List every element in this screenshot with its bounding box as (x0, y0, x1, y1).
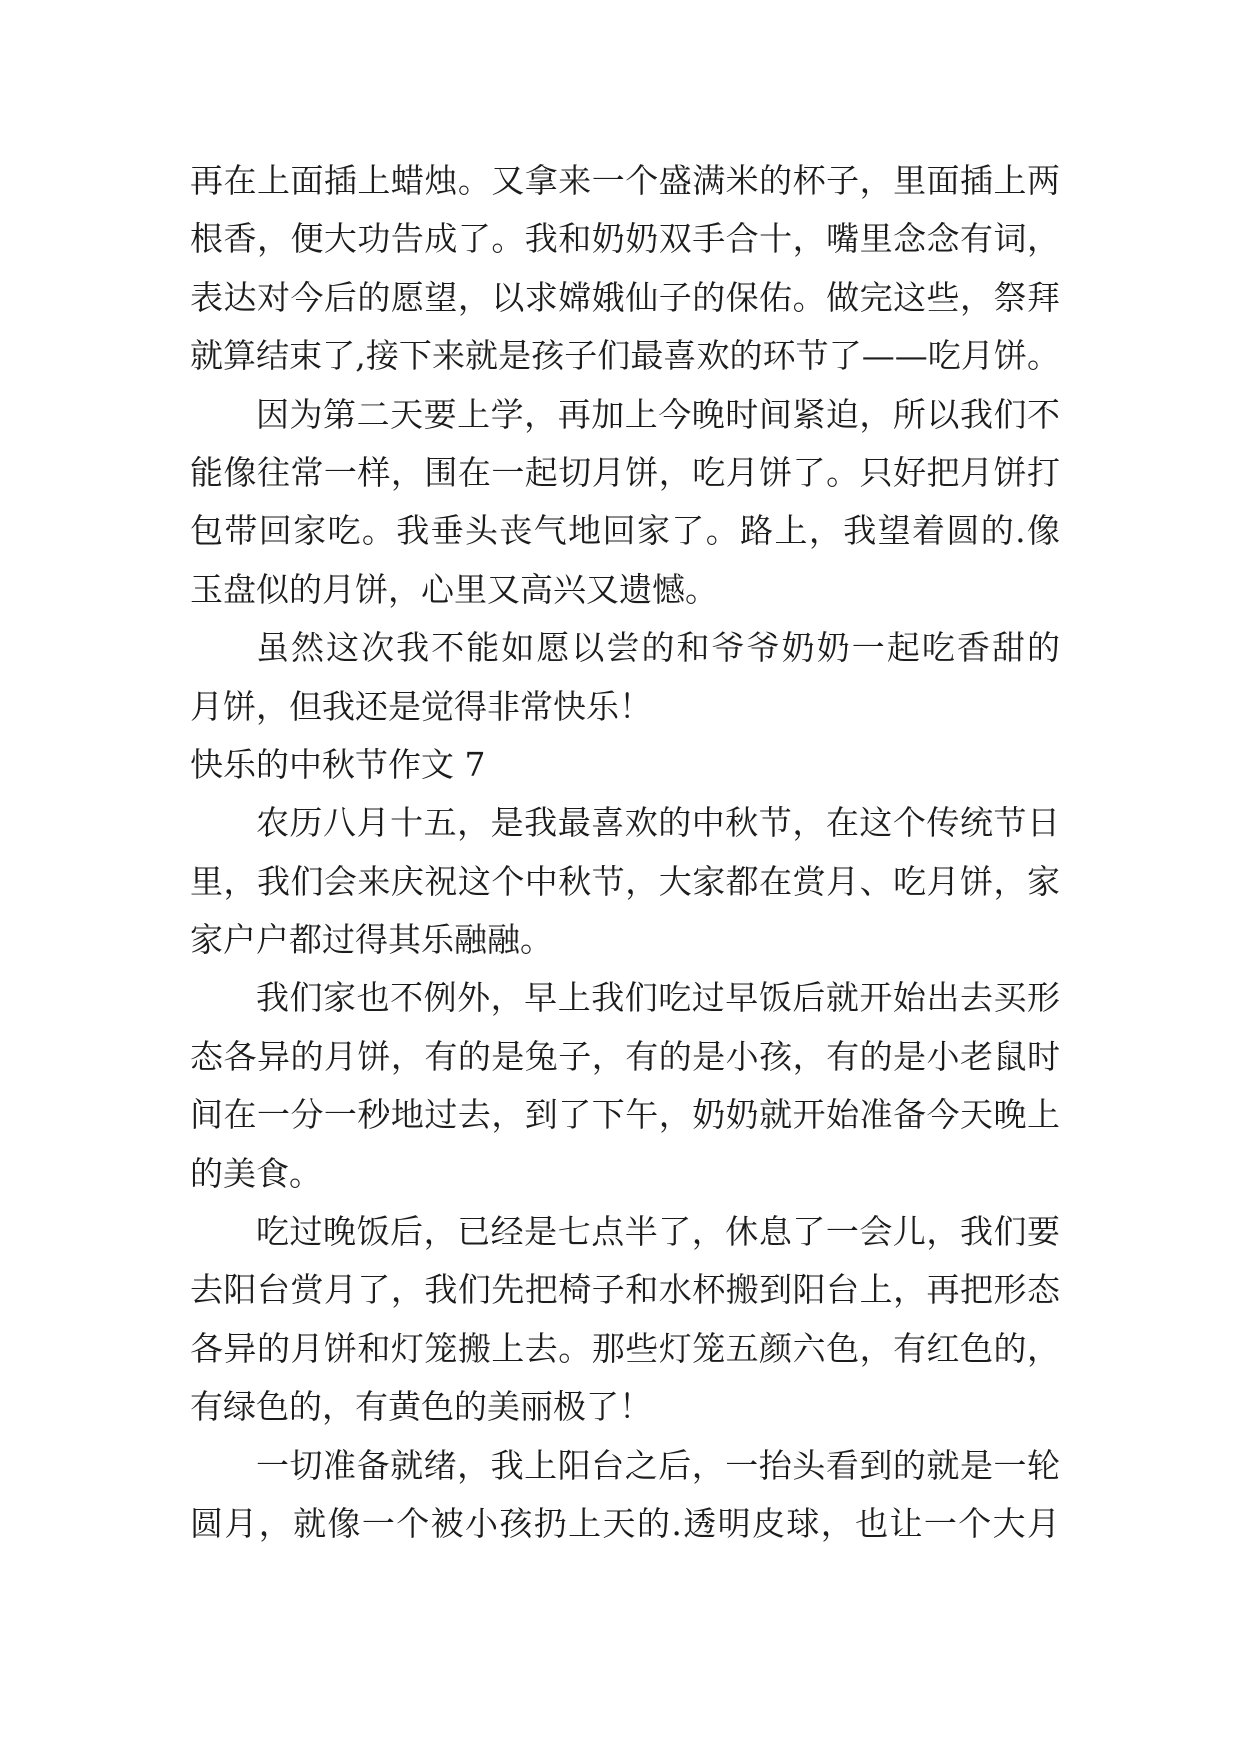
text-line: 就算结束了,接下来就是孩子们最喜欢的环节了——吃月饼。 (190, 336, 1060, 376)
text-line: 根香，便大功告成了。我和奶奶双手合十，嘴里念念有词， (190, 219, 1060, 259)
text-line: 一切准备就绪，我上阳台之后，一抬头看到的就是一轮 (256, 1445, 1060, 1485)
text-line: 家户户都过得其乐融融。 (190, 920, 553, 960)
text-line: 去阳台赏月了，我们先把椅子和水杯搬到阳台上，再把形态 (190, 1270, 1060, 1310)
text-line: 里，我们会来庆祝这个中秋节，大家都在赏月、吃月饼，家 (190, 861, 1060, 901)
text-line: 因为第二天要上学，再加上今晚时间紧迫，所以我们不 (256, 394, 1060, 434)
text-line: 有绿色的，有黄色的美丽极了！ (190, 1387, 652, 1427)
text-line: 吃过晚饭后，已经是七点半了，休息了一会儿，我们要 (256, 1212, 1060, 1252)
section-title: 快乐的中秋节作文 7 (190, 744, 486, 784)
text-line: 表达对今后的愿望，以求嫦娥仙子的保佑。做完这些，祭拜 (190, 277, 1060, 317)
text-line: 态各异的月饼，有的是兔子，有的是小孩，有的是小老鼠时 (190, 1036, 1060, 1076)
text-line: 月饼，但我还是觉得非常快乐！ (190, 686, 652, 726)
text-line: 的美食。 (190, 1153, 322, 1193)
text-line: 我们家也不例外，早上我们吃过早饭后就开始出去买形 (256, 978, 1060, 1018)
text-line: 能像往常一样，围在一起切月饼，吃月饼了。只好把月饼打 (190, 452, 1060, 492)
text-line: 再在上面插上蜡烛。又拿来一个盛满米的杯子，里面插上两 (190, 161, 1060, 200)
text-line: 农历八月十五，是我最喜欢的中秋节，在这个传统节日 (256, 803, 1060, 843)
text-line: 虽然这次我不能如愿以尝的和爷爷奶奶一起吃香甜的 (256, 628, 1060, 668)
text-line: 各异的月饼和灯笼搬上去。那些灯笼五颜六色，有红色的， (190, 1328, 1060, 1368)
text-line: 包带回家吃。我垂头丧气地回家了。路上，我望着圆的.像 (190, 511, 1060, 551)
document-body (190, 152, 1060, 1553)
text-line: 圆月，就像一个被小孩扔上天的.透明皮球，也让一个大月 (190, 1503, 1060, 1543)
text-line: 玉盘似的月饼，心里又高兴又遗憾。 (190, 569, 718, 609)
text-line: 间在一分一秒地过去，到了下午，奶奶就开始准备今天晚上 (190, 1095, 1060, 1135)
